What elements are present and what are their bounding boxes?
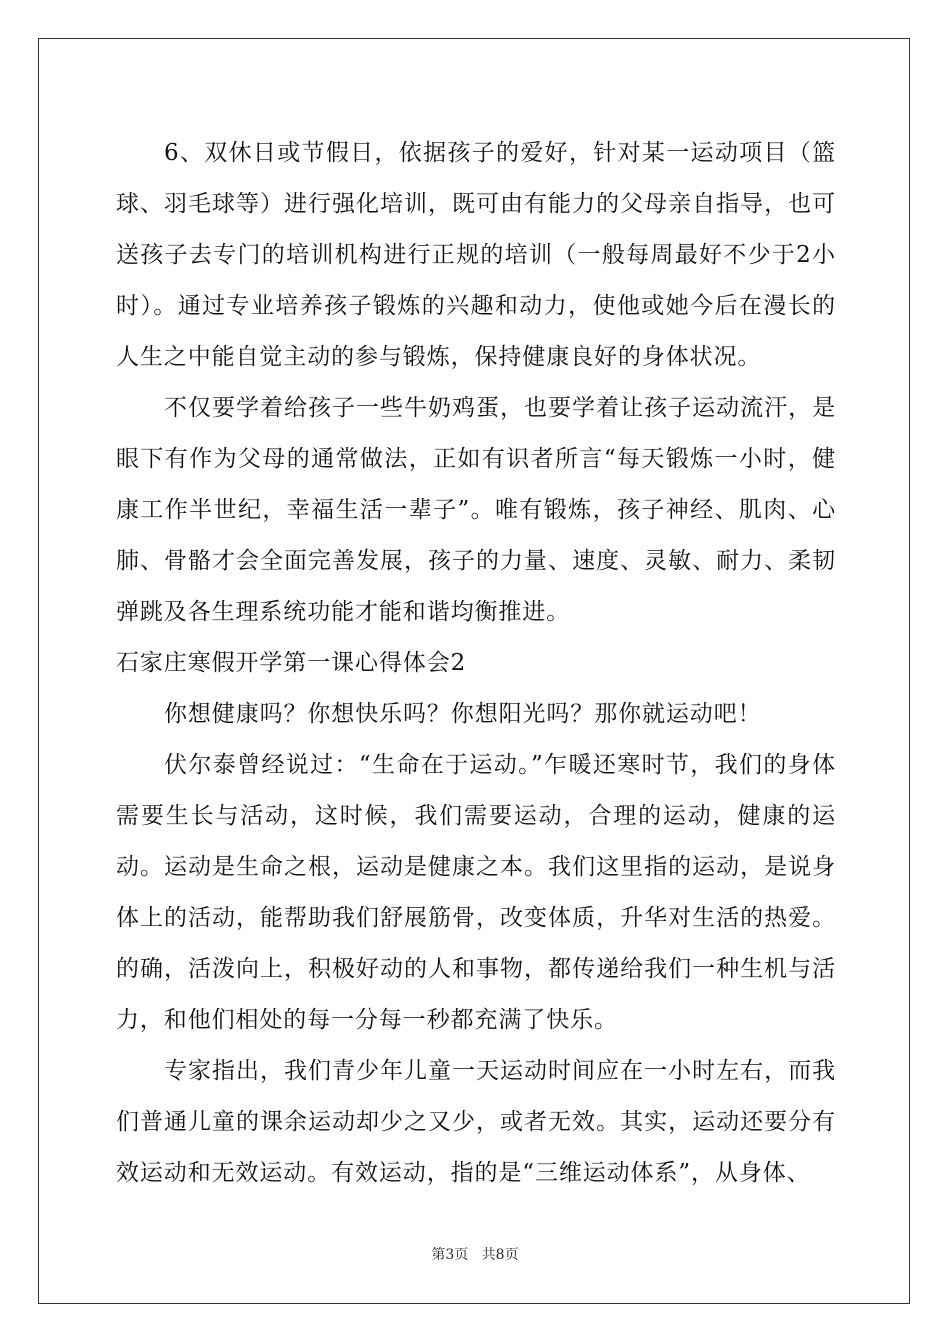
paragraph: 你想健康吗？你想快乐吗？你想阳光吗？那你就运动吧！	[164, 701, 762, 727]
page-number: 第3页 共8页	[431, 1247, 519, 1263]
paragraph: 6、双休日或节假日，依据孩子的爱好，针对某一运动项目（篮球、羽毛球等）进行强化培训，既可由有能力的父母亲自指导，也可送孩子去专门的培训机构进行正规的培训（一般每周最好不少于2小时）。通过专业培养孩子锻炼的兴趣和动力，使他或她今后在漫长的人生之中能自觉主动的参与锻炼，保持健康良好的身体状况。	[116, 140, 836, 370]
document-body	[116, 128, 836, 1199]
section-title: 石家庄寒假开学第一课心得体会2	[116, 650, 467, 676]
paragraph: 不仅要学着给孩子一些牛奶鸡蛋，也要学着让孩子运动流汗，是眼下有作为父母的通常做法，正如有识者所言“每天锻炼一小时，健康工作半世纪，幸福生活一辈子”。唯有锻炼，孩子神经、肌肉、心肺、骨骼才会全面完善发展，孩子的力量、速度、灵敏、耐力、柔韧弹跳及各生理系统功能才能和谐均衡推进。	[116, 395, 836, 625]
paragraph: 伏尔泰曾经说过：“生命在于运动。”乍暖还寒时节，我们的身体需要生长与活动，这时候，我们需要运动，合理的运动，健康的运动。运动是生命之根，运动是健康之本。我们这里指的运动，是说身体上的活动，能帮助我们舒展筋骨，改变体质，升华对生活的热爱。的确，活泼向上，积极好动的人和事物，都传递给我们一种生机与活力，和他们相处的每一分每一秒都充满了快乐。	[116, 752, 836, 1033]
paragraph: 专家指出，我们青少年儿童一天运动时间应在一小时左右，而我们普通儿童的课余运动却少之又少，或者无效。其实，运动还要分有效运动和无效运动。有效运动，指的是“三维运动体系”，从身体、	[116, 1058, 836, 1186]
